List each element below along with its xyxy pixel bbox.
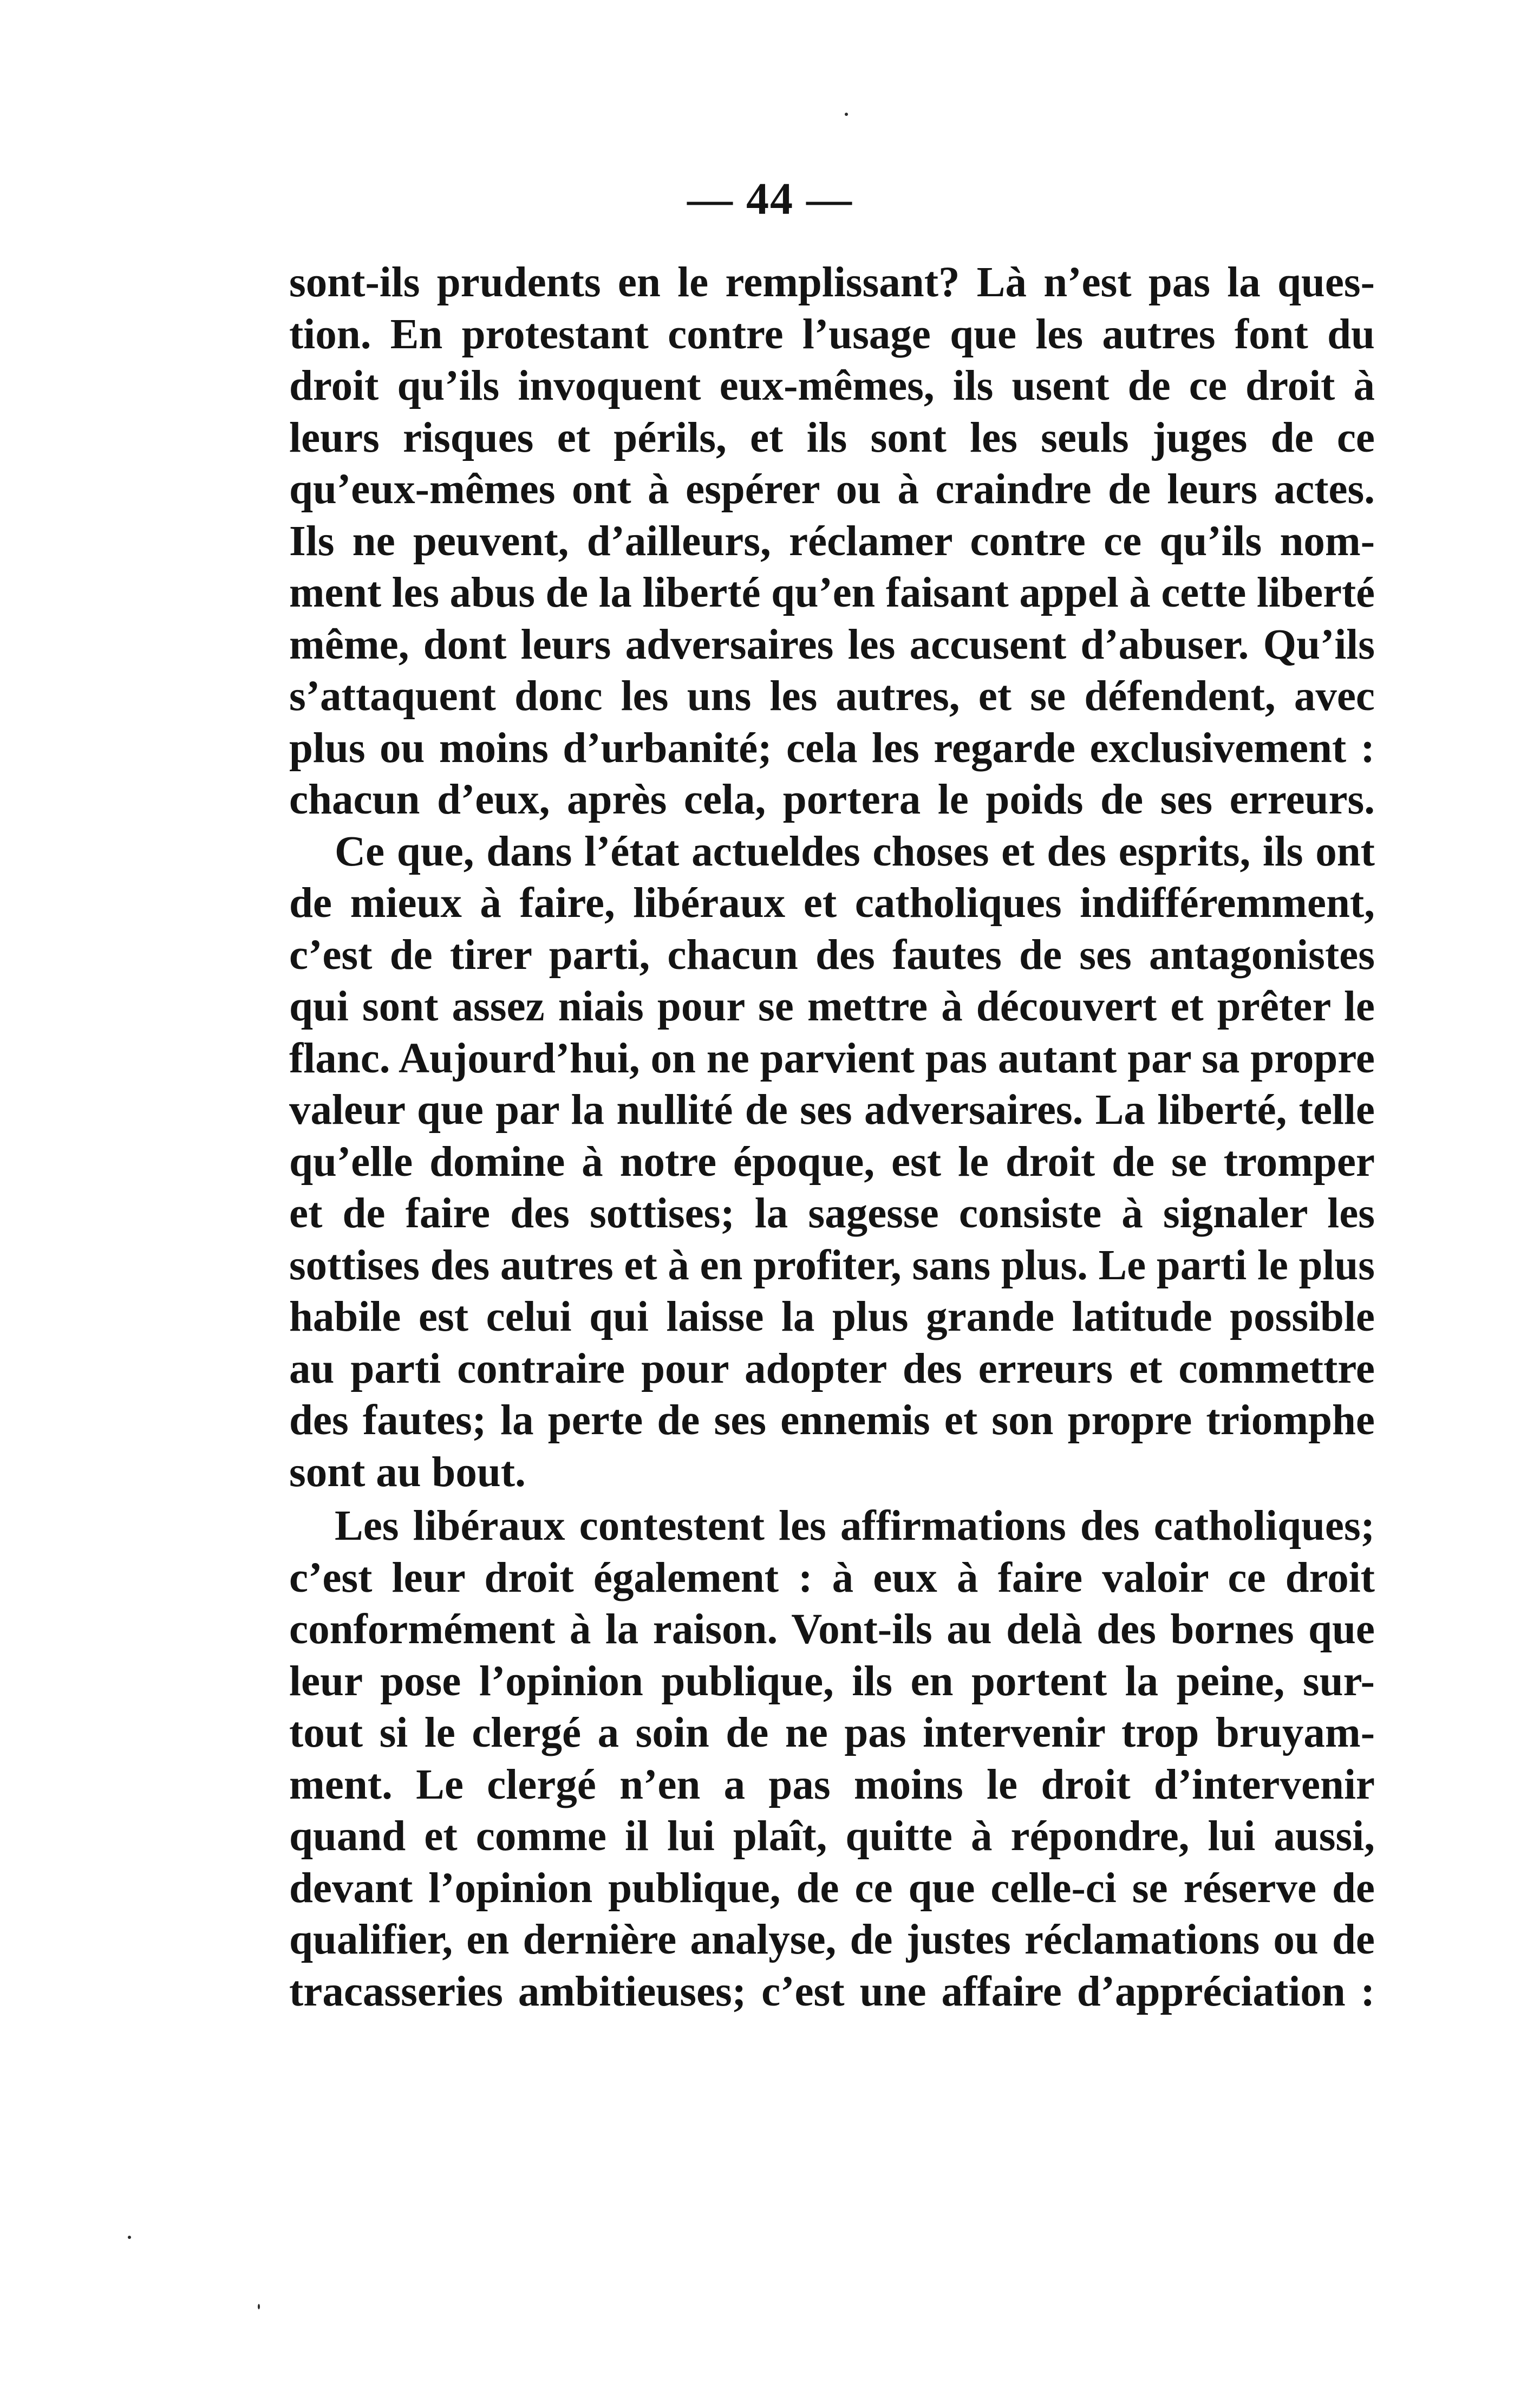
page-number: — 44 —	[687, 174, 853, 224]
text-line: qualifier, en dernière analyse, de justes réclamations ou de	[289, 1916, 1375, 1963]
text-line: de mieux à faire, libéraux et catholiques indifféremment,	[289, 880, 1375, 927]
text-line: tout si le clergé a soin de ne pas intervenir trop bruyam-	[289, 1709, 1375, 1756]
body-text	[289, 257, 1375, 2017]
text-line: c’est leur droit également : à eux à faire valoir ce droit	[289, 1554, 1375, 1601]
text-line: leurs risques et périls, et ils sont les seuls juges de ce	[289, 414, 1375, 461]
text-line: conformément à la raison. Vont-ils au delà des bornes que	[289, 1606, 1375, 1653]
text-line: droit qu’ils invoquent eux-mêmes, ils usent de ce droit à	[289, 362, 1375, 409]
ink-speck	[258, 2304, 260, 2309]
text-line: qu’eux-mêmes ont à espérer ou à craindre de leurs actes.	[289, 466, 1375, 513]
text-line: Ce que, dans l’état actueldes choses et des esprits, ils ont	[335, 828, 1375, 875]
text-line: sont au bout.	[289, 1448, 526, 1496]
text-line: quand et comme il lui plaît, quitte à répondre, lui aussi,	[289, 1813, 1375, 1860]
text-line: au parti contraire pour adopter des erreurs et commettre	[289, 1345, 1375, 1392]
text-line: Ils ne peuvent, d’ailleurs, réclamer contre ce qu’ils nom-	[289, 517, 1375, 565]
text-line: valeur que par la nullité de ses adversaires. La liberté, telle	[289, 1086, 1375, 1134]
text-line: qu’elle domine à notre époque, est le droit de se tromper	[289, 1138, 1375, 1186]
text-line: tracasseries ambitieuses; c’est une affaire d’appréciation :	[289, 1968, 1375, 2015]
text-line: ment les abus de la liberté qu’en faisant appel à cette liberté	[289, 569, 1375, 616]
text-line: ment. Le clergé n’en a pas moins le droit d’intervenir	[289, 1761, 1375, 1808]
text-line: devant l’opinion publique, de ce que celle-ci se réserve de	[289, 1864, 1375, 1912]
text-line: sont-ils prudents en le remplissant? Là n’est pas la ques-	[289, 259, 1375, 306]
text-line: des fautes; la perte de ses ennemis et son propre triomphe	[289, 1397, 1375, 1444]
text-line: tion. En protestant contre l’usage que les autres font du	[289, 310, 1375, 358]
text-line: chacun d’eux, après cela, portera le poids de ses erreurs.	[289, 776, 1375, 823]
ink-speck	[845, 113, 848, 116]
text-line: sottises des autres et à en profiter, sans plus. Le parti le plus	[289, 1241, 1375, 1289]
ink-speck	[128, 2236, 131, 2239]
text-line: c’est de tirer parti, chacun des fautes de ses antagonistes	[289, 931, 1375, 979]
text-line: qui sont assez niais pour se mettre à découvert et prêter le	[289, 983, 1375, 1030]
text-line: même, dont leurs adversaires les accusent d’abuser. Qu’ils	[289, 621, 1375, 668]
text-line: Les libéraux contestent les affirmations des catholiques;	[335, 1502, 1375, 1549]
text-line: flanc. Aujourd’hui, on ne parvient pas autant par sa propre	[289, 1034, 1375, 1082]
text-line: s’attaquent donc les uns les autres, et se défendent, avec	[289, 673, 1375, 720]
text-line: habile est celui qui laisse la plus grande latitude possible	[289, 1293, 1375, 1340]
text-line: leur pose l’opinion publique, ils en portent la peine, sur-	[289, 1657, 1375, 1705]
text-line: plus ou moins d’urbanité; cela les regarde exclusivement :	[289, 724, 1375, 772]
text-line: et de faire des sottises; la sagesse consiste à signaler les	[289, 1190, 1375, 1237]
